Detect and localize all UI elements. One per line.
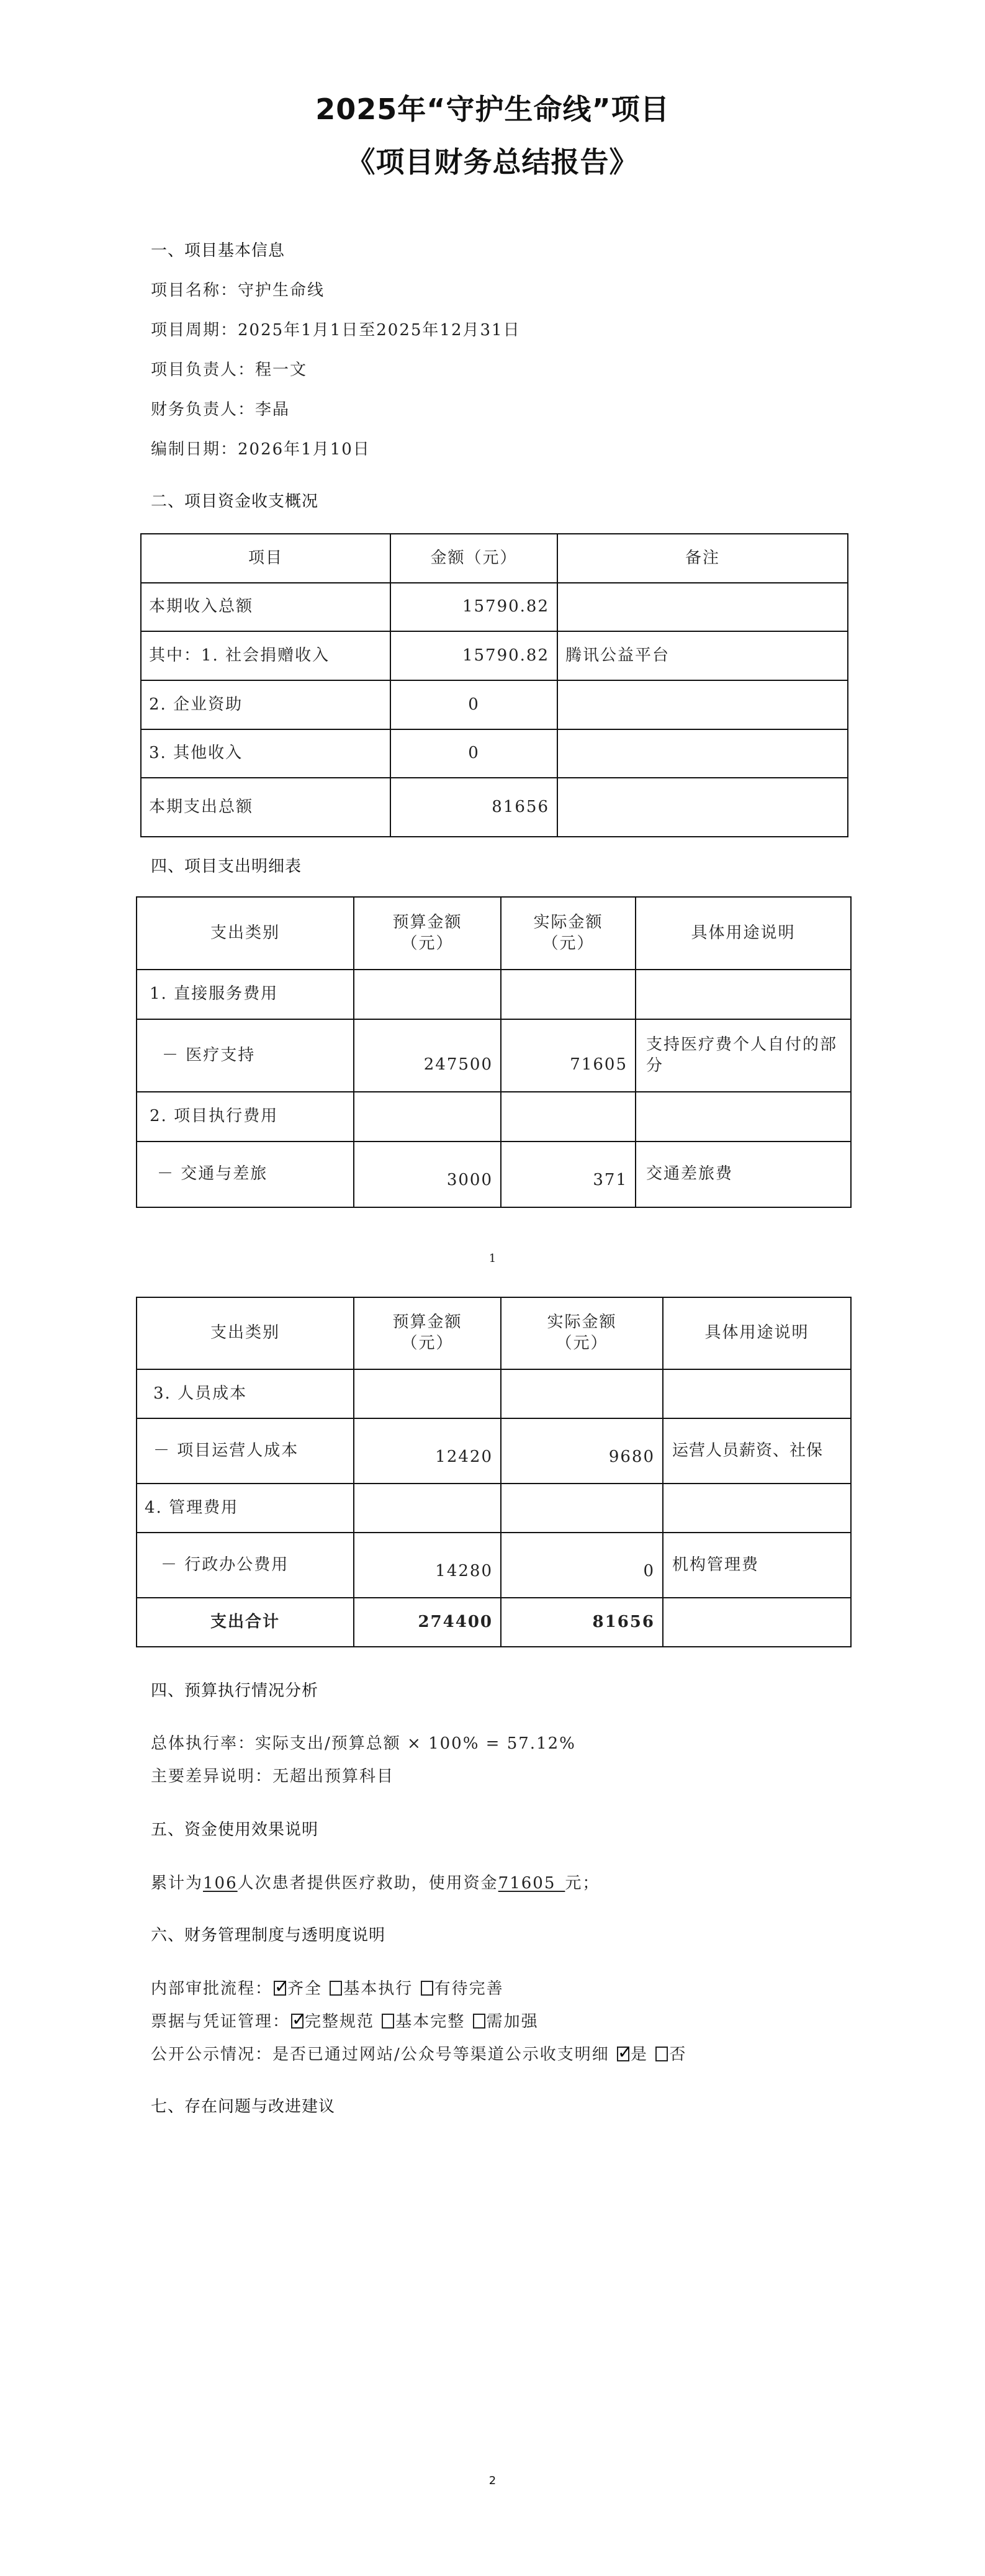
- disclosure-row: 公开公示情况：是否已通过网站/公众号等渠道公示收支明细 ✓ 是 否: [151, 2042, 686, 2065]
- checkbox-receipts-complete[interactable]: [291, 2014, 304, 2029]
- row-budget: [354, 970, 501, 1019]
- section1-heading: 一、项目基本信息: [151, 241, 286, 260]
- table-row: [141, 631, 848, 680]
- row-actual: [501, 1092, 636, 1142]
- total-actual: 81656: [501, 1598, 663, 1647]
- row-amount: 15790.82: [390, 583, 557, 631]
- project-period: 项目周期：2025年1月1日至2025年12月31日: [151, 321, 521, 340]
- row-item: 本期收入总额: [141, 583, 390, 631]
- row-budget: 247500: [354, 1019, 501, 1092]
- row-note: 腾讯公益平台: [557, 631, 848, 680]
- header-category: 支出类别: [137, 1297, 354, 1369]
- table-row: [141, 583, 848, 631]
- expense-detail-table-2: [136, 1297, 852, 1647]
- report-title-line2: 《项目财务总结报告》: [346, 145, 639, 179]
- table-header-row: [137, 897, 851, 970]
- project-name: 项目名称：守护生命线: [151, 281, 325, 300]
- row-category: － 交通与差旅: [137, 1142, 354, 1207]
- checkbox-receipts-strengthen[interactable]: [473, 2014, 485, 2029]
- table-row: [137, 970, 851, 1019]
- row-purpose: 支持医疗费个人自付的部分: [636, 1019, 851, 1092]
- total-budget: 274400: [354, 1598, 501, 1647]
- header-budget: 预算金额 （元）: [354, 897, 501, 970]
- row-purpose: [636, 970, 851, 1019]
- row-item: 3. 其他收入: [141, 729, 390, 778]
- row-budget: [354, 1092, 501, 1142]
- row-budget: [354, 1369, 501, 1418]
- table-row: [141, 729, 848, 778]
- page-number-1: 1: [488, 1252, 497, 1265]
- header-actual: 实际金额 （元）: [501, 1297, 663, 1369]
- checkbox-disclosure-no[interactable]: [655, 2047, 668, 2061]
- row-category: 2. 项目执行费用: [137, 1092, 354, 1142]
- row-budget: [354, 1484, 501, 1533]
- total-purpose: [663, 1598, 851, 1647]
- row-actual: 0: [501, 1533, 663, 1598]
- fund-usage-effect: 累计为106人次患者提供医疗救助，使用资金71605_元；: [151, 1874, 600, 1893]
- row-item: 本期支出总额: [141, 778, 390, 837]
- header-purpose: 具体用途说明: [663, 1297, 851, 1369]
- table-row: [137, 1484, 851, 1533]
- section6-heading: 六、财务管理制度与透明度说明: [151, 1926, 386, 1945]
- total-label: 支出合计: [137, 1598, 354, 1647]
- compile-date: 编制日期：2026年1月10日: [151, 440, 371, 459]
- row-purpose: 交通差旅费: [636, 1142, 851, 1207]
- row-purpose: 运营人员薪资、社保: [663, 1418, 851, 1484]
- expense-detail-table-1: [136, 896, 852, 1208]
- row-note: [557, 778, 848, 837]
- checkbox-receipts-basic[interactable]: [382, 2014, 394, 2029]
- row-category: 1. 直接服务费用: [137, 970, 354, 1019]
- table-row: [141, 680, 848, 729]
- row-actual: [501, 970, 636, 1019]
- variance-note: 主要差异说明：无超出预算科目: [151, 1767, 395, 1786]
- header-amount: 金额（元）: [390, 534, 557, 583]
- row-category: － 医疗支持: [137, 1019, 354, 1092]
- row-actual: 71605: [501, 1019, 636, 1092]
- row-actual: [501, 1369, 663, 1418]
- header-budget: 预算金额 （元）: [354, 1297, 501, 1369]
- header-item: 项目: [141, 534, 390, 583]
- row-item: 2. 企业资助: [141, 680, 390, 729]
- table-header-row: [137, 1297, 851, 1369]
- report-title-line1: 2025年“守护生命线”项目: [315, 92, 670, 126]
- table-row: [137, 1092, 851, 1142]
- row-budget: 3000: [354, 1142, 501, 1207]
- row-purpose: [636, 1092, 851, 1142]
- row-amount: 0: [390, 729, 557, 778]
- checkbox-disclosure-yes[interactable]: [617, 2047, 629, 2061]
- row-budget: 12420: [354, 1418, 501, 1484]
- table-row: [137, 1418, 851, 1484]
- table-row-total: [137, 1598, 851, 1647]
- table-row: [137, 1533, 851, 1598]
- checkbox-approval-complete[interactable]: [274, 1981, 286, 1996]
- row-purpose: 机构管理费: [663, 1533, 851, 1598]
- approval-process-row: 内部审批流程： ✓ 齐全 基本执行 有待完善: [151, 1976, 504, 1999]
- finance-lead: 财务负责人：李晶: [151, 400, 290, 419]
- section4-heading: 四、预算执行情况分析: [151, 1682, 319, 1700]
- table-row: [137, 1142, 851, 1207]
- header-actual: 实际金额 （元）: [501, 897, 636, 970]
- row-category: 3. 人员成本: [137, 1369, 354, 1418]
- row-budget: 14280: [354, 1533, 501, 1598]
- row-item: 其中：1. 社会捐赠收入: [141, 631, 390, 680]
- project-lead: 项目负责人：程一文: [151, 361, 308, 379]
- row-category: － 项目运营人成本: [137, 1418, 354, 1484]
- row-category: － 行政办公费用: [137, 1533, 354, 1598]
- row-amount: 81656: [390, 778, 557, 837]
- row-actual: [501, 1484, 663, 1533]
- section2-heading: 二、项目资金收支概况: [151, 492, 319, 511]
- row-note: [557, 680, 848, 729]
- funds-used: 71605_: [498, 1874, 565, 1893]
- checkbox-approval-basic[interactable]: [330, 1981, 342, 1996]
- header-purpose: 具体用途说明: [636, 897, 851, 970]
- checkbox-approval-improve[interactable]: [421, 1981, 433, 1996]
- execution-rate: 总体执行率：实际支出/预算总额 × 100% = 57.12%: [151, 1734, 576, 1753]
- row-actual: 371: [501, 1142, 636, 1207]
- table-row: [141, 778, 848, 837]
- receipts-management-row: 票据与凭证管理： ✓ 完整规范 基本完整 需加强: [151, 2009, 539, 2032]
- row-purpose: [663, 1369, 851, 1418]
- row-note: [557, 729, 848, 778]
- row-actual: 9680: [501, 1418, 663, 1484]
- row-amount: 0: [390, 680, 557, 729]
- income-summary-table: [140, 533, 848, 837]
- patients-count: 106: [203, 1874, 238, 1893]
- section3-heading: 四、项目支出明细表: [151, 857, 302, 876]
- section7-heading: 七、存在问题与改进建议: [151, 2097, 336, 2116]
- row-amount: 15790.82: [390, 631, 557, 680]
- row-category: 4. 管理费用: [137, 1484, 354, 1533]
- table-row: [137, 1019, 851, 1092]
- row-purpose: [663, 1484, 851, 1533]
- page-number-2: 2: [488, 2474, 497, 2487]
- row-note: [557, 583, 848, 631]
- header-category: 支出类别: [137, 897, 354, 970]
- table-row: [137, 1369, 851, 1418]
- section5-heading: 五、资金使用效果说明: [151, 1821, 319, 1839]
- header-note: 备注: [557, 534, 848, 583]
- table-header-row: [141, 534, 848, 583]
